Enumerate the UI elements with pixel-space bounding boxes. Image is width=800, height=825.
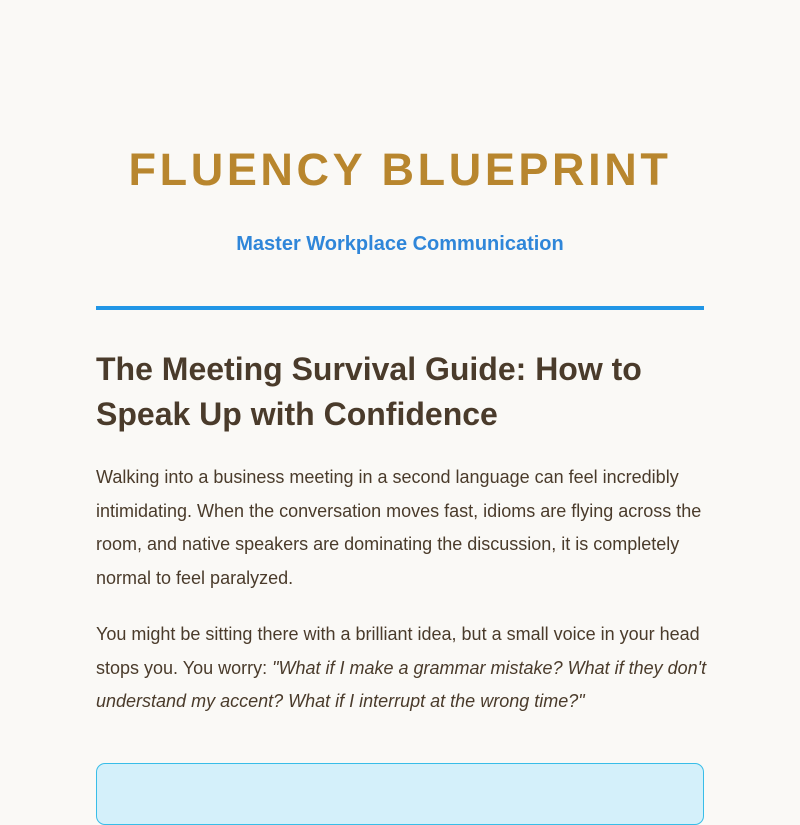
brand-title: FLUENCY BLUEPRINT	[128, 144, 672, 195]
article-title: The Meeting Survival Guide: How to Speak Up with Confidence	[96, 351, 642, 432]
header-divider	[96, 306, 704, 310]
paragraph-2-intro: You might be sitting there with a brilliant idea, but a small voice in your head stops you. You worry:	[96, 624, 700, 678]
paragraph-2-quote: "What if I make a grammar mistake? What if they don't understand my accent? What if I interrupt at the wrong time?"	[96, 657, 707, 711]
callout-box	[96, 763, 704, 825]
tagline: Master Workplace Communication	[236, 233, 564, 255]
article-paragraph-1: Walking into a business meeting in a second language can feel incredibly intimidating. When the conversation moves fast, idioms are flying across the room, and native speakers are dominating the discussion, it is completely normal to feel paralyzed.	[96, 467, 702, 588]
article-paragraph-2	[96, 618, 708, 719]
